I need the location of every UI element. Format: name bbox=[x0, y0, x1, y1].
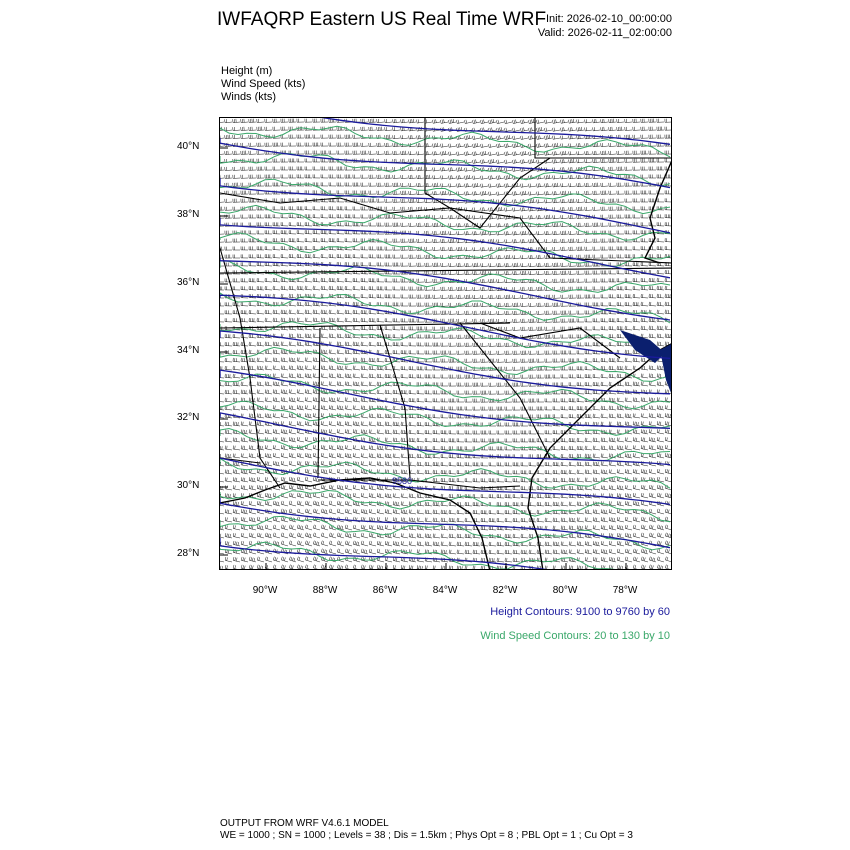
map-panel bbox=[219, 117, 672, 570]
lat-label-32: 32°N bbox=[177, 412, 200, 423]
lat-label-38: 38°N bbox=[177, 209, 200, 220]
lon-label-80: 80°W bbox=[552, 585, 578, 596]
init-time: Init: 2026-02-10_00:00:00 bbox=[546, 13, 672, 25]
lon-label-82: 82°W bbox=[492, 585, 518, 596]
lon-label-84: 84°W bbox=[432, 585, 458, 596]
wind-speed-contour-line bbox=[220, 542, 670, 570]
chart-title: IWFAQRP Eastern US Real Time WRF bbox=[217, 9, 547, 30]
lat-label-40: 40°N bbox=[177, 141, 200, 152]
atlantic-water bbox=[660, 343, 672, 398]
lon-label-88: 88°W bbox=[312, 585, 338, 596]
wind-barbs bbox=[220, 119, 672, 570]
valid-time: Valid: 2026-02-11_02:00:00 bbox=[537, 27, 672, 39]
height-contour-line bbox=[220, 370, 670, 428]
border-ms-al bbox=[318, 328, 320, 478]
map-canvas bbox=[220, 118, 672, 570]
contour-label: 9580 bbox=[392, 476, 413, 486]
border-ms-river bbox=[220, 248, 280, 488]
field-label-height: Height (m) bbox=[221, 65, 273, 77]
wind-speed-contour-line bbox=[220, 491, 670, 522]
wind-contour-legend: Wind Speed Contours: 20 to 130 by 10 bbox=[480, 630, 670, 642]
lat-label-28: 28°N bbox=[177, 548, 200, 559]
wind-speed-contour-line bbox=[220, 374, 670, 409]
lon-label-90: 90°W bbox=[252, 585, 278, 596]
lat-label-34: 34°N bbox=[177, 345, 200, 356]
model-info-line1: OUTPUT FROM WRF V4.6.1 MODEL bbox=[220, 818, 389, 829]
wind-barb-field bbox=[220, 119, 672, 570]
field-label-winds: Winds (kts) bbox=[221, 91, 276, 103]
border-nc-sc bbox=[480, 323, 620, 358]
height-contour-line bbox=[220, 498, 670, 548]
lat-label-36: 36°N bbox=[177, 277, 200, 288]
lon-label-86: 86°W bbox=[372, 585, 398, 596]
model-info-line2: WE = 1000 ; SN = 1000 ; Levels = 38 ; Dis = 1.5km ; Phys Opt = 8 ; PBL Opt = 1 ; Cu Opt = 3 bbox=[220, 830, 633, 841]
lon-label-78: 78°W bbox=[612, 585, 638, 596]
wind-speed-contour-line bbox=[220, 401, 670, 435]
field-label-wind-speed: Wind Speed (kts) bbox=[221, 78, 306, 90]
height-contour-legend: Height Contours: 9100 to 9760 by 60 bbox=[490, 606, 670, 618]
lat-label-30: 30°N bbox=[177, 480, 200, 491]
height-contour-line bbox=[220, 413, 670, 465]
